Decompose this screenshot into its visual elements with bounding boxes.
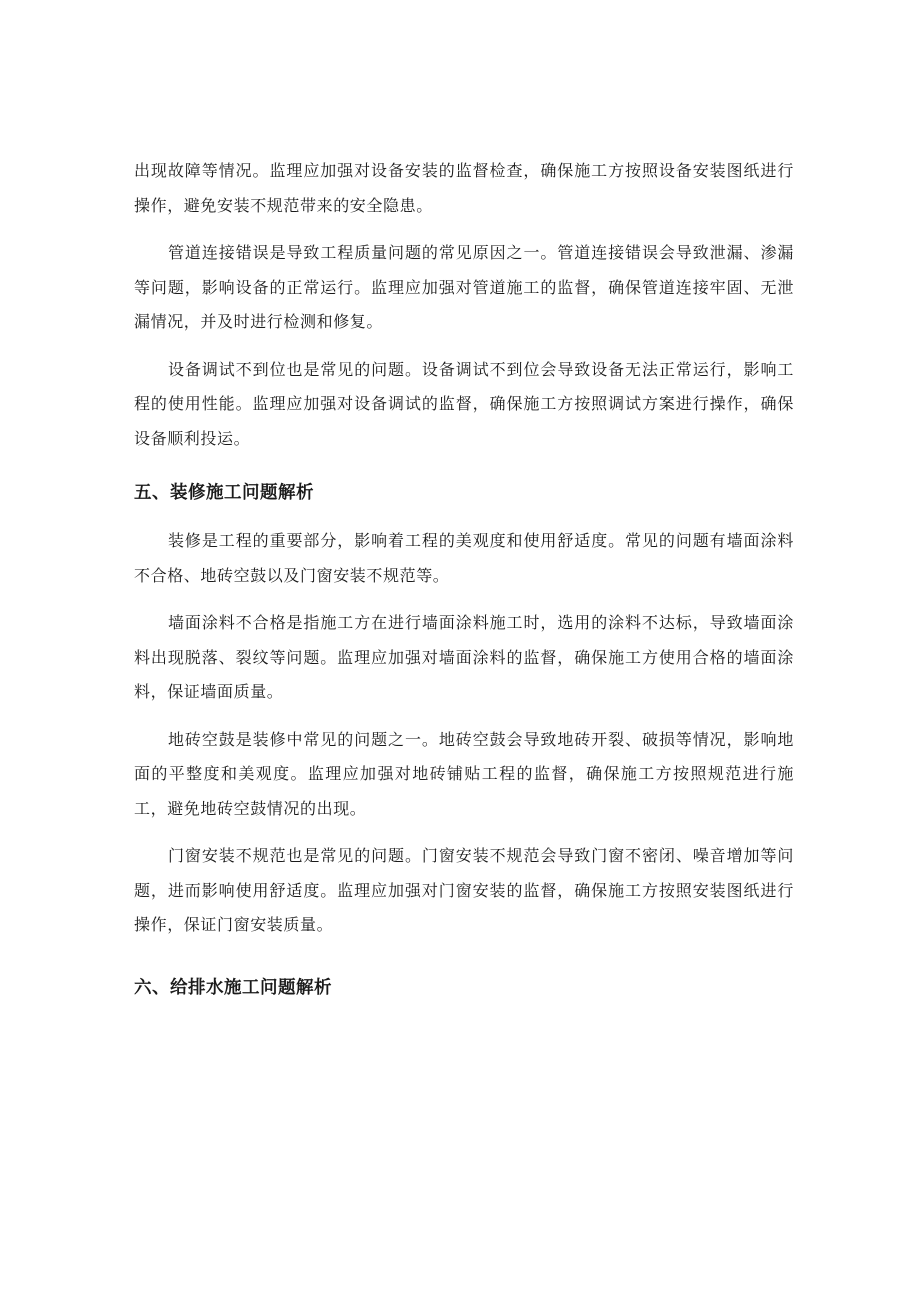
paragraph-decoration-intro: 装修是工程的重要部分，影响着工程的美观度和使用舒适度。常见的问题有墙面涂料不合格、地砖空鼓以及门窗安装不规范等。 <box>134 531 794 585</box>
paragraph-door-window: 门窗安装不规范也是常见的问题。门窗安装不规范会导致门窗不密闭、噪音增加等问题，进而影响使用舒适度。监理应加强对门窗安装的监督，确保施工方按照安装图纸进行操作，保证门窗安装质量。 <box>134 846 794 934</box>
paragraph-equipment-debugging: 设备调试不到位也是常见的问题。设备调试不到位会导致设备无法正常运行，影响工程的使用性能。监理应加强对设备调试的监督，确保施工方按照调试方案进行操作，确保设备顺利投运。 <box>134 359 794 448</box>
paragraph-wall-paint: 墙面涂料不合格是指施工方在进行墙面涂料施工时，选用的涂料不达标，导致墙面涂料出现脱落、裂纹等问题。监理应加强对墙面涂料的监督，确保施工方使用合格的墙面涂料，保证墙面质量。 <box>134 613 794 701</box>
paragraph-continuation: 出现故障等情况。监理应加强对设备安装的监督检查，确保施工方按照设备安装图纸进行操作，避免安装不规范带来的安全隐患。 <box>134 161 794 215</box>
document-page <box>134 154 794 1006</box>
section-heading-decoration: 五、装修施工问题解析 <box>134 483 314 503</box>
section-heading-plumbing: 六、给排水施工问题解析 <box>134 977 332 998</box>
paragraph-floor-tile: 地砖空鼓是装修中常见的问题之一。地砖空鼓会导致地砖开裂、破损等情况，影响地面的平整度和美观度。监理应加强对地砖铺贴工程的监督，确保施工方按照规范进行施工，避免地砖空鼓情况的出现。 <box>134 729 794 818</box>
paragraph-pipe-connection: 管道连接错误是导致工程质量问题的常见原因之一。管道连接错误会导致泄漏、渗漏等问题，影响设备的正常运行。监理应加强对管道施工的监督，确保管道连接牢固、无泄漏情况，并及时进行检测和修复。 <box>134 243 794 331</box>
